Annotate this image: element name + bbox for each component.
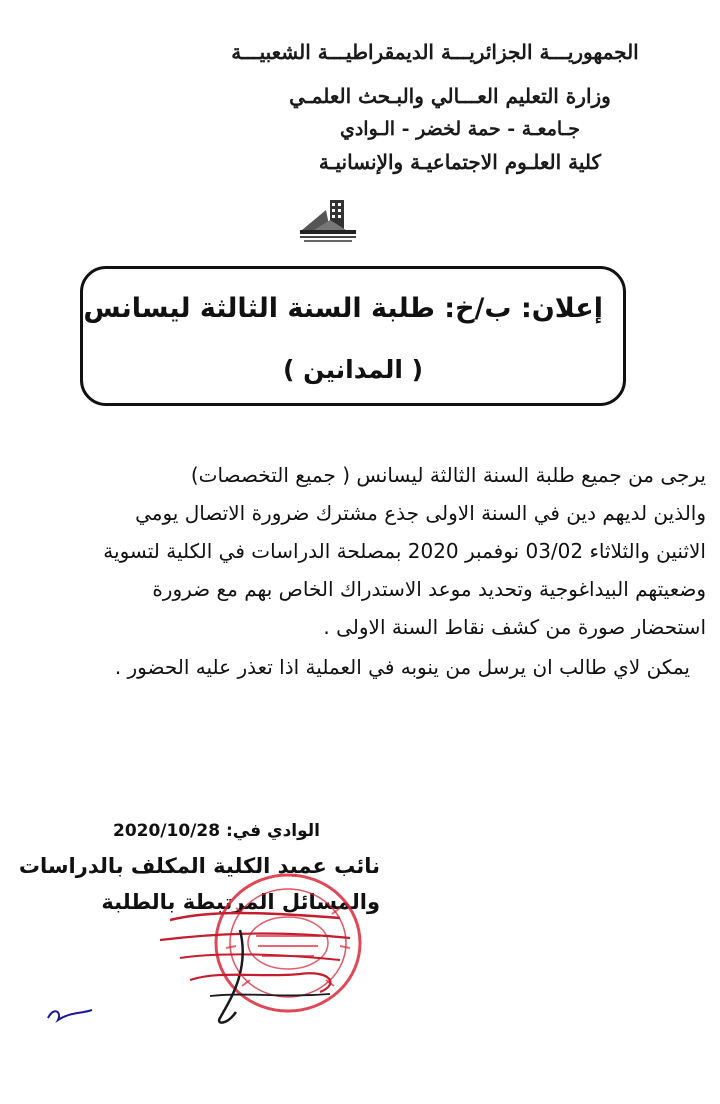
announcement-box	[80, 266, 626, 406]
date-line: الوادي في: 2020/10/28	[112, 821, 320, 841]
header-faculty: كلية العلـوم الاجتماعيـة والإنسانيـة	[318, 150, 602, 174]
signatory-title-continued: والمسائل المرتبطة بالطلبة	[101, 890, 380, 914]
announcement-subtitle: ( المدانين )	[282, 355, 424, 384]
announcement-body	[22, 456, 706, 686]
university-logo	[296, 196, 360, 248]
body-line: والذين لديهم دين في السنة الاولى جذع مشترك ضرورة الاتصال يومي	[135, 501, 706, 525]
header-university: جـامعـة - حمة لخضر - الـوادي	[339, 118, 581, 140]
handwritten-signature	[40, 900, 370, 1030]
header-ministry: وزارة التعليم العـــالي والبـحث العلمـي	[289, 84, 611, 108]
body-line: الاثنين والثلاثاء 03/02 نوفمبر 2020 بمصلحة الدراسات في الكلية لتسوية	[103, 539, 706, 563]
body-line: يمكن لاي طالب ان يرسل من ينوبه في العملية اذا تعذر عليه الحضور .	[114, 655, 690, 679]
signatory-title: نائب عميد الكلية المكلف بالدراسات	[18, 854, 380, 878]
body-line: وضعيتهم البيداغوجية وتحديد موعد الاستدراك الخاص بهم مع ضرورة	[152, 577, 706, 601]
announcement-title: إعلان: ب/خ: طلبة السنة الثالثة ليسانس	[83, 293, 603, 324]
body-line: استحضار صورة من كشف نقاط السنة الاولى .	[323, 615, 706, 639]
body-line: يرجى من جميع طلبة السنة الثالثة ليسانس ( جميع التخصصات)	[190, 463, 706, 487]
header-republic: الجمهوريـــة الجزائريـــة الديمقراطيـــة الشعبيـــة	[231, 40, 639, 64]
